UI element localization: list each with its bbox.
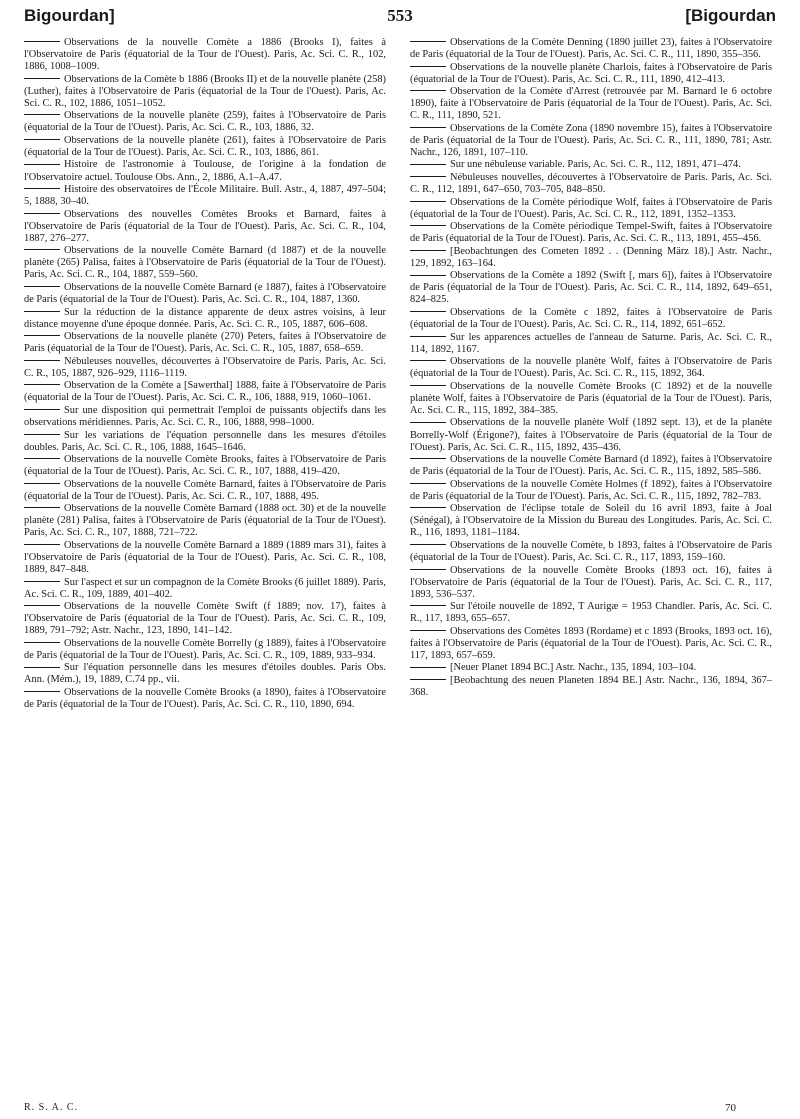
entry-dash — [410, 605, 446, 606]
entry-text: Observation de la Comète a [Sawerthal] 1888, faite à l'Observatoire de Paris (équatorial de la Tour de l'Ouest). Paris, Ac. Sci. C. R., 106, 1888, 919, 1060–1061. — [24, 380, 386, 404]
bibliography-entry — [410, 62, 772, 86]
entry-text: Observations de la nouvelle planète (261), faites à l'Observatoire de Paris (équatorial de la Tour de l'Ouest). Paris, Ac. Sci. C. R., 103, 1886, 861. — [24, 134, 386, 158]
entry-dash — [24, 335, 60, 336]
entry-dash — [24, 642, 60, 643]
entry-dash — [24, 41, 60, 42]
entry-text: Observations de la nouvelle planète Wolf, faites à l'Observatoire de Paris (équatorial de la Tour de l'Ouest). Paris, Ac. Sci. C. R., 115, 1892, 364. — [410, 356, 772, 380]
entry-text: [Neuer Planet 1894 BC.] Astr. Nachr., 135, 1894, 103–104. — [450, 662, 697, 674]
bibliography-entry — [24, 577, 386, 601]
bibliography-entry — [410, 221, 772, 245]
bibliography-entry — [410, 307, 772, 331]
entry-dash — [24, 605, 60, 606]
entry-text: Observations de la nouvelle planète Charlois, faites à l'Observatoire de Paris (équatorial de la Tour de l'Ouest). Paris, Ac. Sci. C. R., 111, 1890, 412–413. — [410, 61, 772, 85]
entry-dash — [24, 139, 60, 140]
bibliography-entry — [24, 601, 386, 637]
entry-text: Observations des Comètes 1893 (Rordame) et c 1893 (Brooks, 1893 oct. 16), faites à l'Observatoire de Paris (équatorial de la Tour de l'Ouest). Paris, Ac. Sci. C. R., 117, 1893, 657–659. — [410, 625, 772, 661]
bibliography-entry — [24, 380, 386, 404]
bibliography-entry — [410, 503, 772, 539]
page-footer — [24, 1102, 776, 1116]
entry-text: Histoire de l'astronomie à Toulouse, de l'origine à la fondation de l'Observatoire actuel. Toulouse Obs. Ann., 2, 1886, A.1–A.47. — [24, 159, 386, 183]
bibliography-entry — [410, 37, 772, 61]
bibliography-entry — [24, 356, 386, 380]
entry-dash — [24, 164, 60, 165]
bibliography-entry — [410, 270, 772, 306]
entry-dash — [410, 201, 446, 202]
entry-dash — [410, 569, 446, 570]
entry-text: Observations de la nouvelle Comète Holmes (f 1892), faites à l'Observatoire de Paris (équatorial de la Tour de l'Ouest). Paris, Ac. Sci. C. R., 115, 1892, 782–783. — [410, 478, 772, 502]
bibliography-entry — [24, 135, 386, 159]
entry-text: Observations de la Comète Zona (1890 novembre 15), faites à l'Observatoire de Paris (équatorial de la Tour de l'Ouest). Paris, Ac. Sci. C. R., 111, 1890, 781; Astr. Nachr., 126, 1891, 107–110. — [410, 122, 772, 158]
entry-dash — [24, 483, 60, 484]
bibliography-entry — [24, 282, 386, 306]
bibliography-entry — [24, 307, 386, 331]
entry-dash — [410, 164, 446, 165]
bibliography-entry — [410, 246, 772, 270]
entry-text: Observations de la Comète c 1892, faites à l'Observatoire de Paris (équatorial de la Tour de l'Ouest). Paris, Ac. Sci. C. R., 114, 1892, 651–652. — [410, 307, 772, 331]
bibliography-entry — [410, 454, 772, 478]
bibliography-entry — [410, 159, 772, 171]
entry-text: Observations de la nouvelle Comète Barnard (d 1892), faites à l'Observatoire de Paris (équatorial de la Tour de l'Ouest). Paris, Ac. Sci. C. R., 115, 1892, 585–586. — [410, 454, 772, 478]
entry-text: Observations de la nouvelle Comète Barnard (d 1887) et de la nouvelle planète (265) Palisa, faites à l'Observatoire de Paris (équatorial de la Tour de l'Ouest). Paris, Ac. Sci. C. R., 104, 1887, 559–560. — [24, 245, 386, 281]
bibliography-entry — [24, 331, 386, 355]
bibliography-entry — [410, 601, 772, 625]
page-number: 553 — [387, 6, 413, 25]
entry-text: Observations de la Comète a 1892 (Swift [, mars 6]), faites à l'Observatoire de Paris (équatorial de la Tour de l'Ouest). Paris, Ac. Sci. C. R., 114, 1892, 649–651, 824–825. — [410, 270, 772, 306]
entry-text: Observations de la nouvelle planète (270) Peters, faites à l'Observatoire de Paris (équatorial de la Tour de l'Ouest). Paris, Ac. Sci. C. R., 105, 1887, 658–659. — [24, 331, 386, 355]
entry-dash — [24, 691, 60, 692]
entry-text: Observations de la nouvelle Comète Brooks, faites à l'Observatoire de Paris (équatorial de la Tour de l'Ouest). Paris, Ac. Sci. C. R., 107, 1888, 419–420. — [24, 454, 386, 478]
entry-dash — [24, 507, 60, 508]
entry-text: Sur la réduction de la distance apparente de deux astres voisins, à leur distance moyenne d'une époque donnée. Paris, Ac. Sci. C. R., 105, 1887, 606–608. — [24, 306, 386, 330]
entry-text: Observations de la nouvelle Comète a 1886 (Brooks I), faites à l'Observatoire de Paris (équatorial de la Tour de l'Ouest). Paris, Ac. Sci. C. R., 102, 1886, 1008–1009. — [24, 37, 386, 73]
entry-dash — [410, 336, 446, 337]
bibliography-entry — [410, 86, 772, 122]
entry-dash — [24, 458, 60, 459]
entry-dash — [410, 422, 446, 423]
entry-text: Observations des nouvelles Comètes Brooks et Barnard, faites à l'Observatoire de Paris (équatorial de la Tour de l'Ouest). Paris, Ac. Sci. C. R., 104, 1887, 276–277. — [24, 208, 386, 244]
footer-number: 70 — [725, 1102, 736, 1114]
entry-dash — [24, 78, 60, 79]
entry-text: Nébuleuses nouvelles, découvertes à l'Observatoire de Paris. Paris, Ac. Sci. C. R., 105, 1887, 926–929, 1116–1119. — [24, 355, 386, 379]
bibliography-entry — [410, 662, 772, 674]
entry-text: Observations de la nouvelle Comète Brooks (a 1890), faites à l'Observatoire de Paris (équatorial de la Tour de l'Ouest). Paris, Ac. Sci. C. R., 110, 1890, 694. — [24, 686, 386, 711]
entry-text: [Beobachtung des neuen Planeten 1894 BE.] Astr. Nachr., 136, 1894, 367–368. — [410, 674, 772, 698]
entry-dash — [410, 90, 446, 91]
entry-text: Observations de la nouvelle Comète Barnard a 1889 (1889 mars 31), faites à l'Observatoire de Paris (équatorial de la Tour de l'Ouest). Paris, Ac. Sci. C. R., 108, 1889, 847–848. — [24, 539, 386, 576]
bibliography-entry — [24, 110, 386, 134]
entry-dash — [24, 434, 60, 435]
entry-text: Observations de la nouvelle Comète Barnard (1888 oct. 30) et de la nouvelle planète (281) Palisa, faites à l'Observatoire de Paris (équatorial de la Tour de l'Ouest). Paris, Ac. Sci. C. R., 107, 1888, 721–722. — [24, 503, 386, 539]
bibliography-entry — [410, 417, 772, 453]
bibliography-entry — [24, 184, 386, 208]
entry-text: Observations de la nouvelle Comète Swift (f 1889; nov. 17), faites à l'Observatoire de Paris (équatorial de la Tour de l'Ouest). Paris, Ac. Sci. C. R., 109, 1889, 791–792; Astr. Nachr., 123, 1890, 141–142. — [24, 601, 386, 637]
entry-text: Sur une disposition qui permettrait l'emploi de puissants objectifs dans les observations méridiennes. Paris, Ac. Sci. C. R., 106, 1888, 998–1000. — [24, 404, 386, 428]
bibliography-entry — [410, 172, 772, 196]
entry-text: Sur les apparences actuelles de l'anneau de Saturne. Paris, Ac. Sci. C. R., 114, 1892, 1167. — [410, 331, 772, 355]
entry-text: Observations de la Comète Denning (1890 juillet 23), faites à l'Observatoire de Paris (équatorial de la Tour de l'Ouest). Paris, Ac. Sci. C. R., 111, 1890, 355–356. — [410, 37, 772, 61]
entry-text: Observations de la Comète b 1886 (Brooks II) et de la nouvelle planète (258) (Luther), faites à l'Observatoire de Paris (équatorial de la Tour de l'Ouest). Paris, Ac. Sci. C. R., 102, 1886, 1051–1052. — [24, 73, 386, 109]
entry-dash — [410, 507, 446, 508]
entry-dash — [410, 385, 446, 386]
entry-text: Observations de la nouvelle Comète Barnard (e 1887), faites à l'Observatoire de Paris (équatorial de la Tour de l'Ouest). Paris, Ac. Sci. C. R., 104, 1887, 1360. — [24, 281, 386, 305]
page-header — [24, 6, 776, 28]
entry-dash — [24, 249, 60, 250]
bibliography-entry — [24, 638, 386, 662]
bibliography-entry — [24, 209, 386, 245]
entry-dash — [410, 127, 446, 128]
bibliography-entry — [24, 540, 386, 576]
entry-text: Observation de la Comète d'Arrest (retrouvée par M. Barnard le 6 octobre 1890), faite à l'Observatoire de Paris (équatorial de la Tour de l'Ouest). Paris, Ac. Sci. C. R., 111, 1890, 521. — [410, 86, 772, 122]
entry-dash — [410, 225, 446, 226]
bibliography-entry — [24, 74, 386, 110]
right-column — [410, 37, 772, 700]
entry-text: Histoire des observatoires de l'École Militaire. Bull. Astr., 4, 1887, 497–504; 5, 1888, 30–40. — [24, 184, 386, 208]
entry-text: Observations de la nouvelle planète (259), faites à l'Observatoire de Paris (équatorial de la Tour de l'Ouest). Paris, Ac. Sci. C. R., 103, 1886, 32. — [24, 110, 386, 134]
entry-text: Observations de la nouvelle planète Wolf (1892 sept. 13), et de la planète Borrelly-Wolf (Érigone?), faites à l'Observatoire de Paris (équatorial de la Tour de l'Ouest). Paris, Ac. Sci. C. R., 115, 1892, 435–436. — [410, 417, 772, 453]
footer-signature: R. S. A. C. — [24, 1102, 79, 1113]
entry-dash — [24, 360, 60, 361]
bibliography-entry — [410, 381, 772, 417]
entry-dash — [24, 384, 60, 385]
bibliography-entry — [24, 430, 386, 454]
bibliography-entry — [410, 197, 772, 221]
bibliography-entry — [24, 159, 386, 183]
entry-dash — [24, 213, 60, 214]
bibliography-entry — [24, 503, 386, 539]
entry-text: Observations de la Comète périodique Tempel-Swift, faites à l'Observatoire de Paris (équatorial de la Tour de l'Ouest). Paris, Ac. Sci. C. R., 113, 1891, 455–456. — [410, 221, 772, 245]
bibliography-entry — [410, 565, 772, 601]
entry-dash — [24, 286, 60, 287]
bibliography-entry — [410, 123, 772, 159]
entry-dash — [410, 483, 446, 484]
entry-text: Observations de la nouvelle Comète, b 1893, faites à l'Observatoire de Paris (équatorial de la Tour de l'Ouest). Paris, Ac. Sci. C. R., 117, 1893, 159–160. — [410, 539, 772, 563]
entry-dash — [410, 667, 446, 668]
bibliography-entry — [24, 405, 386, 429]
entry-dash — [410, 250, 446, 251]
entry-text: Observations de la nouvelle Comète Barnard, faites à l'Observatoire de Paris (équatorial de la Tour de l'Ouest). Paris, Ac. Sci. C. R., 107, 1888, 495. — [24, 478, 386, 502]
entry-dash — [410, 544, 446, 545]
entry-text: Observations de la nouvelle Comète Brooks (C 1892) et de la nouvelle planète Wolf, faites à l'Observatoire de Paris (équatorial de la Tour de l'Ouest). Paris, Ac. Sci. C. R., 115, 1892, 384–385. — [410, 380, 772, 416]
entry-text: Sur une nébuleuse variable. Paris, Ac. Sci. C. R., 112, 1891, 471–474. — [450, 159, 741, 171]
entry-text: Sur les variations de l'équation personnelle dans les mesures d'étoiles doubles. Paris, Ac. Sci. C. R., 106, 1888, 1645–1646. — [24, 429, 386, 453]
header-author-left: Bigourdan] — [24, 6, 115, 25]
entry-dash — [24, 581, 60, 582]
entry-dash — [24, 544, 60, 545]
entry-dash — [24, 188, 60, 189]
bibliography-entry — [24, 479, 386, 503]
entry-dash — [410, 275, 446, 276]
entry-dash — [24, 667, 60, 668]
entry-dash — [410, 66, 446, 67]
entry-text: Sur l'aspect et sur un compagnon de la Comète Brooks (6 juillet 1889). Paris, Ac. Sci. C. R., 109, 1889, 401–402. — [24, 576, 386, 600]
entry-dash — [410, 176, 446, 177]
bibliography-entry — [24, 454, 386, 478]
entry-dash — [24, 409, 60, 410]
bibliography-entry — [410, 356, 772, 380]
entry-dash — [24, 311, 60, 312]
entry-dash — [410, 630, 446, 631]
left-column — [24, 37, 386, 712]
entry-text: Observation de l'éclipse totale de Soleil du 16 avril 1893, faite à Joal (Sénégal), à l'Observatoire de la Mission du Bureau des Longitudes. Paris, Ac. Sci. C. R., 116, 1893, 1181–1184. — [410, 503, 772, 539]
entry-dash — [410, 41, 446, 42]
bibliography-entry — [410, 332, 772, 356]
entry-dash — [410, 311, 446, 312]
entry-text: [Beobachtungen des Cometen 1892 . . (Denning März 18).] Astr. Nachr., 129, 1892, 163–164. — [410, 245, 772, 269]
bibliography-entry — [24, 662, 386, 686]
bibliography-entry — [24, 245, 386, 281]
entry-dash — [410, 679, 446, 680]
entry-text: Observations de la Comète périodique Wolf, faites à l'Observatoire de Paris (équatorial de la Tour de l'Ouest). Paris, Ac. Sci. C. R., 112, 1891, 1352–1353. — [410, 196, 772, 220]
bibliography-entry — [410, 540, 772, 564]
bibliography-entry — [24, 37, 386, 73]
bibliography-entry — [410, 675, 772, 699]
entry-dash — [410, 360, 446, 361]
entry-dash — [410, 458, 446, 459]
header-author-right: [Bigourdan — [685, 6, 776, 25]
entry-dash — [24, 114, 60, 115]
entry-text: Nébuleuses nouvelles, découvertes à l'Observatoire de Paris. Paris, Ac. Sci. C. R., 112, 1891, 647–650, 703–705, 848–850. — [410, 172, 772, 196]
entry-text: Observations de la nouvelle Comète Brooks (1893 oct. 16), faites à l'Observatoire de Paris (équatorial de la Tour de l'Ouest). Paris, Ac. Sci. C. R., 117, 1893, 536–537. — [410, 564, 772, 600]
entry-text: Observations de la nouvelle Comète Borrelly (g 1889), faites à l'Observatoire de Paris (équatorial de la Tour de l'Ouest). Paris, Ac. Sci. C. R., 109, 1889, 933–934. — [24, 637, 386, 661]
bibliography-entry — [410, 479, 772, 503]
bibliography-entry — [410, 626, 772, 662]
entry-text: Sur l'équation personnelle dans les mesures d'étoiles doubles. Paris Obs. Ann. (Mém.), 19, 1889, C.74 pp., vii. — [24, 662, 386, 686]
entry-text: Sur l'étoile nouvelle de 1892, T Aurigæ = 1953 Chandler. Paris, Ac. Sci. C. R., 117, 1893, 655–657. — [410, 601, 772, 625]
bibliography-entry — [24, 687, 386, 711]
